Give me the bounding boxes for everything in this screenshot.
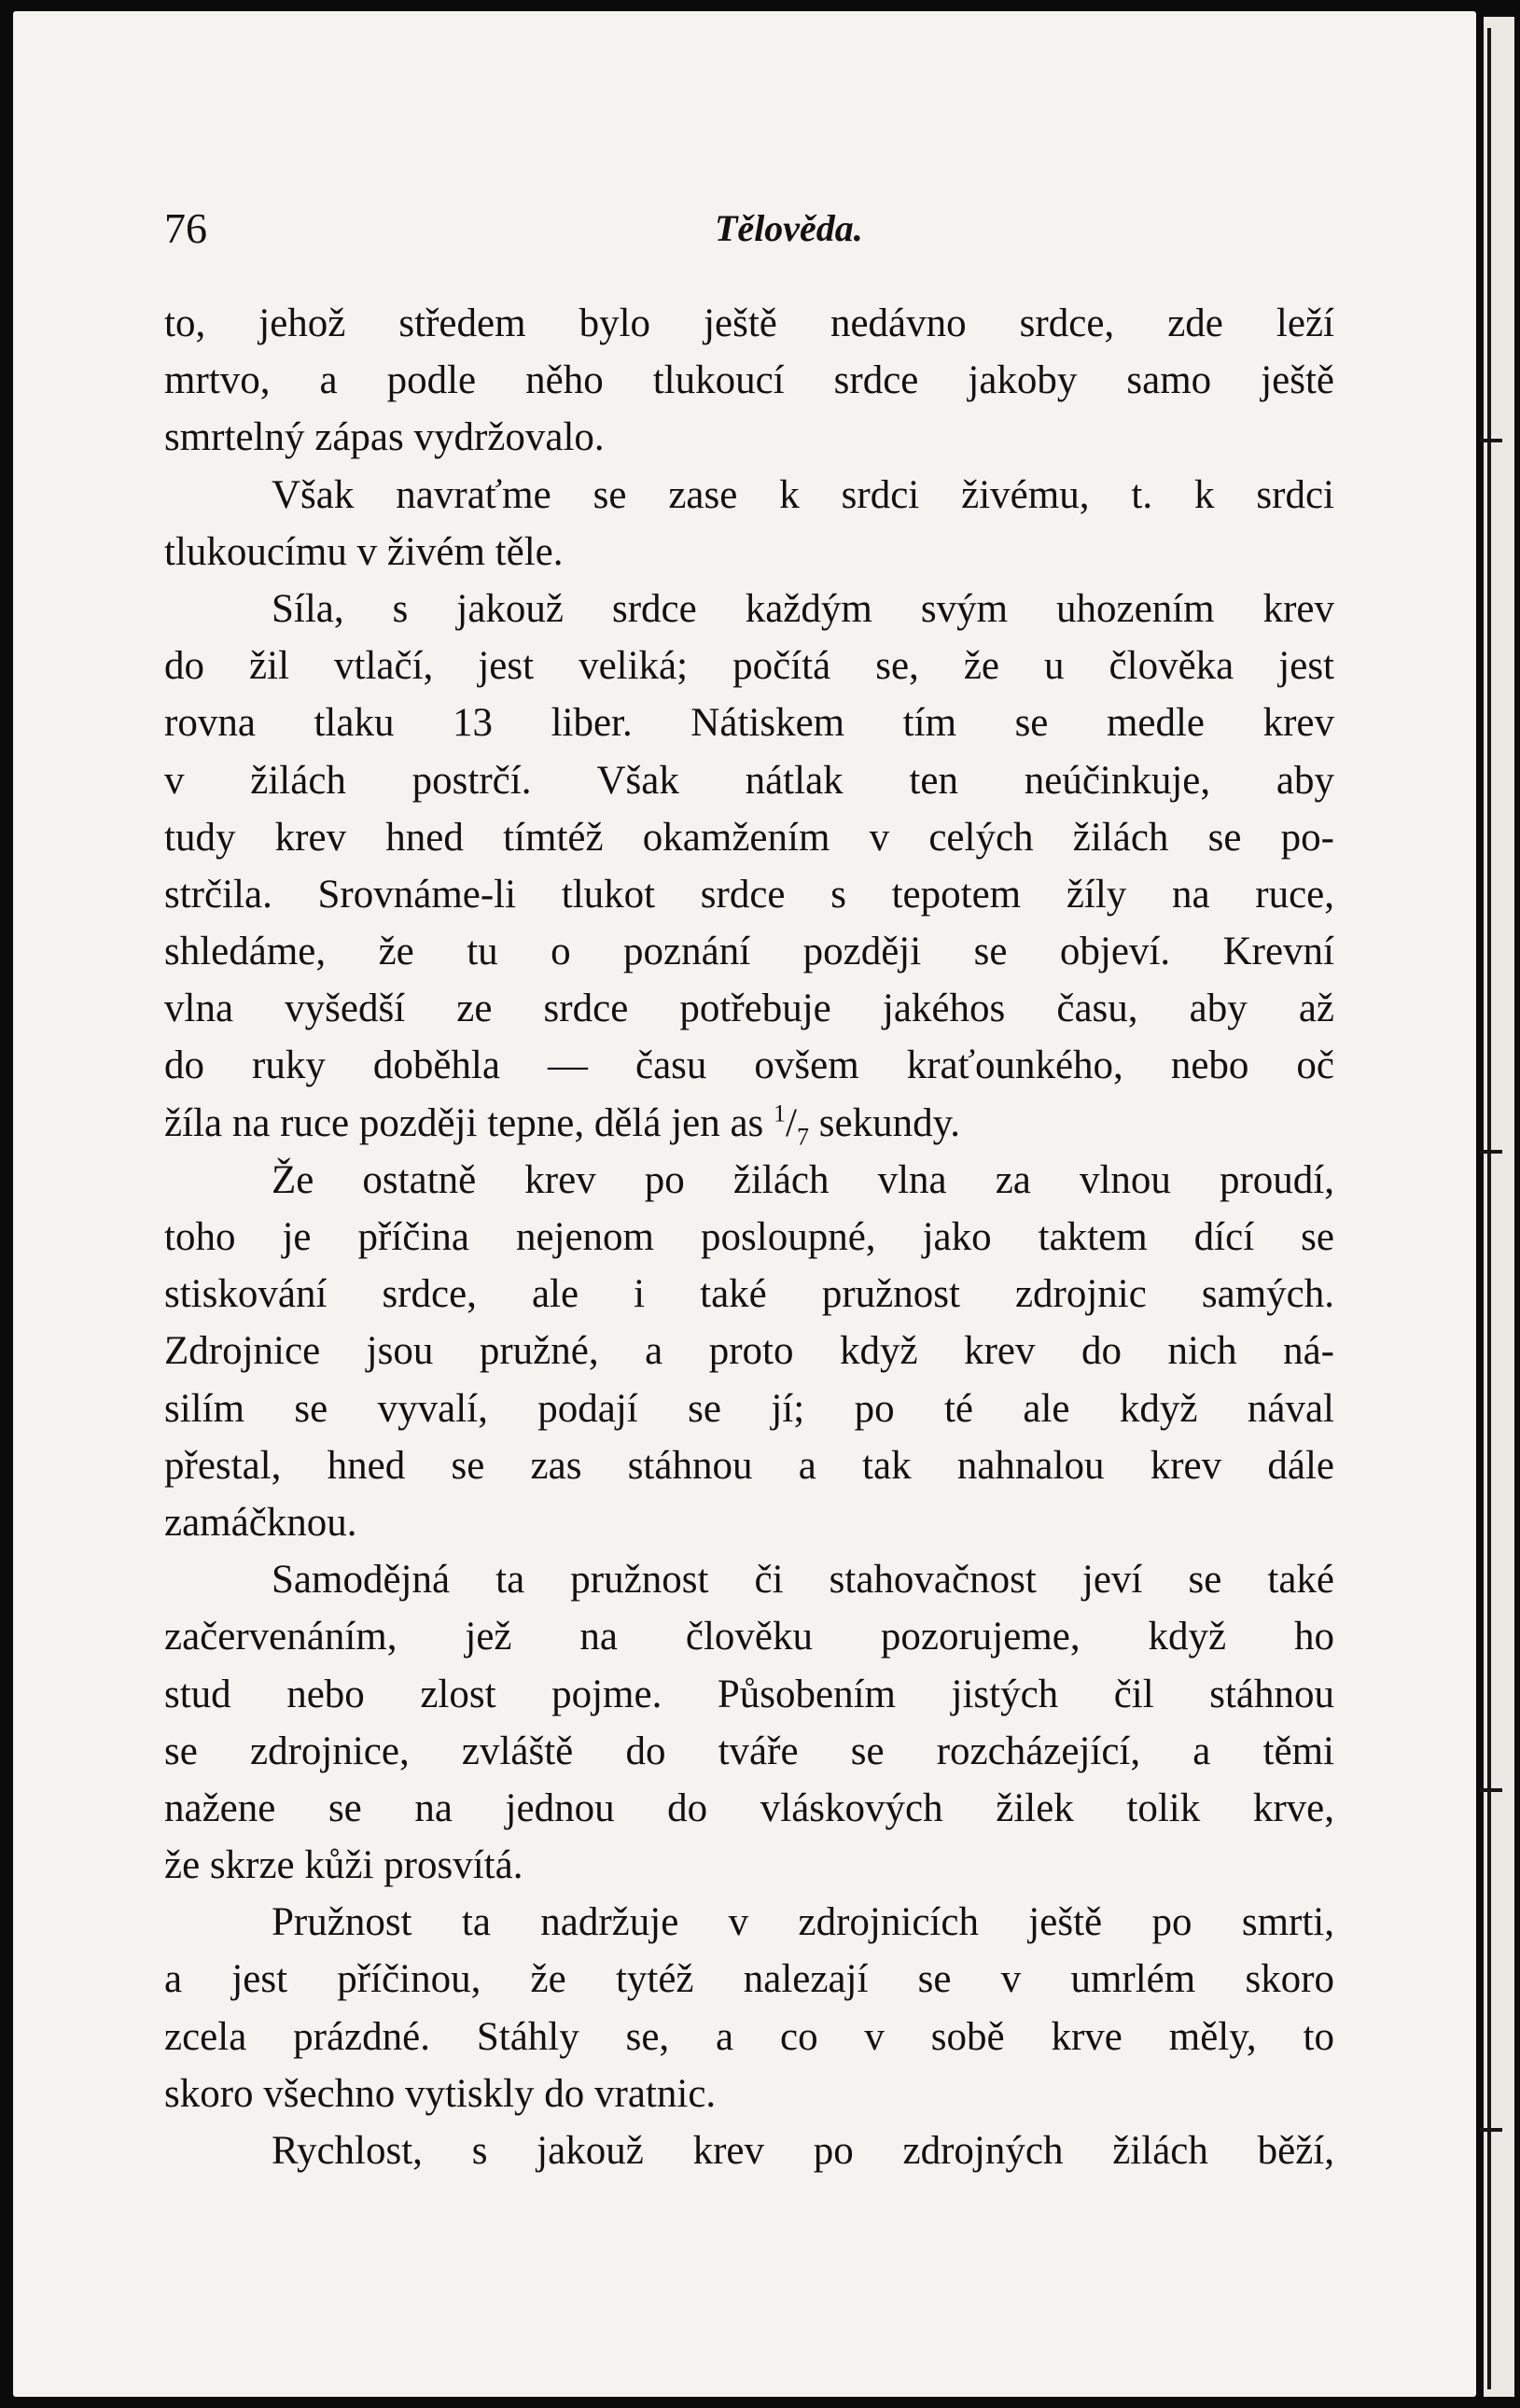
text-line: v žilách postrčí. Však nátlak ten neúčinkuje, aby [164,758,1334,803]
text-line: do žil vtlačí, jest veliká; počítá se, že u člověka jest [164,644,1334,689]
body-text [164,295,1334,2179]
text-line: začervenáním, jež na člověku pozorujeme, když ho [164,1615,1334,1659]
text-line: stud nebo zlost pojme. Působením jistých čil stáhnou [164,1672,1334,1716]
text-line: Síla, s jakouž srdce každým svým uhozením krev [272,586,1334,631]
text-line: se zdrojnice, zvláště do tváře se rozcházející, a těmi [164,1729,1334,1773]
text-line: Rychlost, s jakouž krev po zdrojných žilách běží, [272,2129,1334,2173]
text-line: Však navraťme se zase k srdci živému, t. k srdci [272,472,1334,517]
fraction-numerator: 1 [774,1099,787,1127]
edge-tick [1480,439,1502,442]
text-line: smrtelný zápas vydržovalo. [164,415,605,460]
text-line: Že ostatně krev po žilách vlna za vlnou proudí, [272,1157,1334,1202]
running-head: Tělověda. [715,207,863,249]
page-number: 76 [164,204,207,252]
text-line: mrtvo, a podle něho tlukoucí srdce jakoby samo ještě [164,358,1334,403]
text-line: Pružnost ta nadržuje v zdrojnicích ještě po smrti, [272,1900,1334,1945]
text-line: tlukoucímu v živém těle. [164,529,564,574]
text-line: shledáme, že tu o poznání později se objeví. Krevní [164,930,1334,974]
text-line: vlna vyšedší ze srdce potřebuje jakéhos času, aby až [164,987,1334,1031]
text-line: přestal, hned se zas stáhnou a tak nahnalou krev dále [164,1443,1334,1488]
next-page-border-line [1487,28,1491,2389]
text-line: Zdrojnice jsou pružné, a proto když krev do nich ná- [164,1329,1334,1374]
text-line: stiskování srdce, ale i také pružnost zdrojnic samých. [164,1272,1334,1317]
text-line: a jest příčinou, že tytéž nalezají se v umrlém skoro [164,1957,1334,2002]
text-line: Samodějná ta pružnost či stahovačnost jeví se také [272,1558,1334,1603]
fraction-denominator: 7 [797,1123,809,1151]
text-line: rovna tlaku 13 liber. Nátiskem tím se medle krev [164,701,1334,746]
text-line: do ruky doběhla — času ovšem kraťounkého, nebo oč [164,1043,1334,1088]
edge-tick [1480,1788,1502,1792]
page-header [164,196,1331,261]
edge-tick [1480,1150,1502,1154]
text-line: zamáčknou. [164,1500,357,1545]
text-line: silím se vyvalí, podají se jí; po té ale když nával [164,1386,1334,1431]
text-line: skoro všechno vytiskly do vratnic. [164,2071,717,2116]
text-line: zcela prázdné. Stáhly se, a co v sobě krve měly, to [164,2014,1334,2059]
text-line: toho je příčina nejenom posloupné, jako taktem dící se [164,1215,1334,1259]
edge-tick [1480,2128,1502,2132]
text-line: strčila. Srovnáme-li tlukot srdce s tepotem žíly na ruce, [164,872,1334,917]
text-line: tudy krev hned tímtéž okamžením v celých žilách se po- [164,815,1334,860]
text-line: žíla na ruce později tepne, dělá jen as $^1/_7$ sekundy. [164,1099,961,1151]
text-line: nažene se na jednou do vláskových žilek tolik krve, [164,1785,1334,1830]
text-line: to, jehož středem bylo ještě nedávno srdce, zde leží [164,301,1334,345]
text-line: že skrze kůži prosvítá. [164,1843,523,1888]
